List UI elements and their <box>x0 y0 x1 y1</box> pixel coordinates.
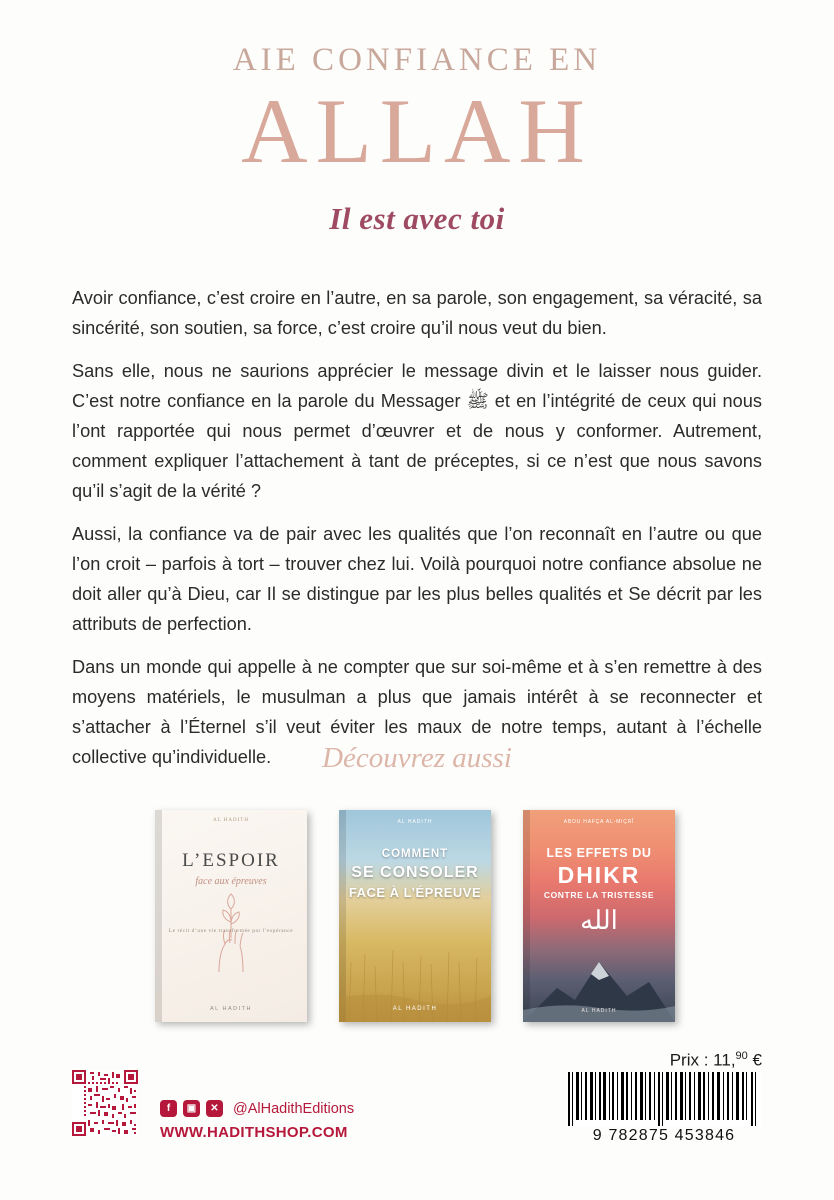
price-label <box>670 1050 762 1071</box>
book-spine <box>155 810 162 1022</box>
page-title: ALLAH <box>241 80 593 182</box>
paragraph-4: Dans un monde qui appelle à ne compter que sur soi-même et à s’en remettre à des moyens matériels, le musulman a plus que jamais intérêt à se reconnecter et s’attacher à l’Éternel s’il veut éviter les maux de notre temps, autant à l’échelle collective qu’individuelle. <box>72 657 762 767</box>
book-title: L’ESPOIR <box>182 850 280 871</box>
book-title-line3: CONTRE LA TRISTESSE <box>543 890 655 900</box>
list-item[interactable] <box>339 810 491 1022</box>
social-row <box>160 1100 354 1117</box>
body-text <box>72 283 762 772</box>
paragraph-3: Aussi, la confiance va de pair avec les qualités que l’on reconnaît en l’autre ou que l’on croit – parfois à tort – trouver chez lui. Voilà pourquoi notre confiance absolue ne doit aller qu’à Dieu, car Il se distingue par les plus belles qualités et Se décrit par les attributs de perfection. <box>72 524 762 634</box>
list-item[interactable] <box>155 810 307 1022</box>
price-prefix: Prix : <box>669 1050 709 1070</box>
book-title-line3: FACE À L’ÉPREUVE <box>348 885 482 900</box>
book-top-label: ABOU HAFÇA AL-MIÇRÎ <box>563 819 635 825</box>
page-title-prefix: AIE CONFIANCE EN <box>232 42 602 78</box>
discover-heading: Découvrez aussi <box>322 742 512 774</box>
book-subtitle: face aux épreuves <box>195 876 267 887</box>
isbn-number: 9 782875 453846 <box>592 1127 736 1144</box>
book-title-line2: SE CONSOLER <box>351 864 479 881</box>
book-publisher: AL HADITH <box>392 1006 438 1012</box>
wheat-field-illustration <box>339 902 491 1022</box>
paragraph-2: Sans elle, nous ne saurions apprécier le message divin et le laisser nous guider. C’est notre confiance en la parole du Messager ﷺ et en l’intégrité de ceux qui nous l’ont rapportée qui nous permet d’œuvrer et de nous y conformer. Autrement, comment expliquer l’attachement à tant de préceptes, si ce n’est que nous savons qu’il s’agit de la vérité ? <box>72 361 762 501</box>
book-top-label: AL HADITH <box>213 818 249 823</box>
social-handle: @AlHadithEditions <box>233 1100 355 1117</box>
title-block <box>0 0 834 237</box>
book-publisher: AL HADITH <box>209 1006 253 1012</box>
book-top-label: AL HADITH <box>397 819 433 825</box>
barcode <box>566 1072 762 1126</box>
price-currency: € <box>752 1050 762 1070</box>
instagram-icon[interactable]: ▣ <box>183 1100 200 1117</box>
paragraph-1: Avoir confiance, c’est croire en l’autre, en sa parole, son engagement, sa véracité, sa sincérité, son soutien, sa force, c’est croire qu’il nous veut du bien. <box>72 288 762 338</box>
facebook-icon[interactable]: f <box>160 1100 177 1117</box>
book-publisher: AL HADITH <box>581 1008 617 1014</box>
x-twitter-icon[interactable]: ✕ <box>206 1100 223 1117</box>
book-title-line1: LES EFFETS DU <box>546 846 652 860</box>
qr-code[interactable] <box>72 1070 138 1136</box>
book-note: Le récit d’une vie transformée par l’espérance <box>168 928 294 934</box>
book-title-line1: COMMENT <box>381 848 449 860</box>
price-value: 11, <box>713 1050 736 1070</box>
barcode-block <box>566 1072 762 1145</box>
website-url[interactable]: WWW.HADITHSHOP.COM <box>160 1124 348 1141</box>
book-title-line2: DHIKR <box>557 862 641 888</box>
price-cents: 90 <box>735 1050 748 1062</box>
arabic-calligraphy: الله <box>580 906 618 935</box>
list-item[interactable] <box>523 810 675 1022</box>
page-subtitle: Il est avec toi <box>329 201 505 236</box>
related-books-list <box>155 800 675 1022</box>
